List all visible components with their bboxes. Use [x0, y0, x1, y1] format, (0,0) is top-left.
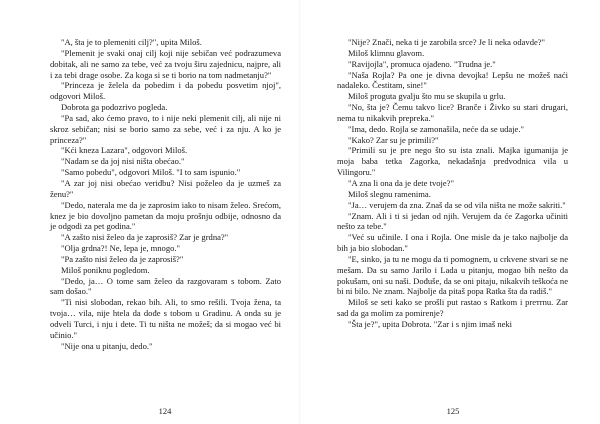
page-number-left: 124	[158, 406, 172, 416]
paragraph: "A zar joj nisi obećao veridbu? Nisi poželeo da je uzmeš za ženu?"	[50, 177, 281, 199]
paragraph: "Naša Rojla? Pa one je divna devojka! Lepšu ne možeš naći nadaleko. Čestitam, sine!"	[337, 69, 568, 91]
paragraph: "Ti nisi slobodan, rekao bih. Ali, to smo rešili. Tvoja žena, ta tvoja… vila, nije htela da dođe s tobom u Gradinu. A onda su je odveli Turci, i nju i dete. Ti tu ništa ne možeš; da si mogao već bi učinio."	[50, 297, 281, 340]
paragraph: "Nije? Znači, neka ti je zarobila srce? Je li neka odavde?"	[348, 37, 546, 47]
paragraph: "Kako? Zar su je primili?"	[348, 134, 439, 145]
paragraph: "Ima, dedo. Rojla se zamonašila, neće da se udaje."	[348, 123, 524, 134]
paragraph: "Ravijojla", promuca ojađeno. "Trudna je."	[348, 58, 496, 69]
paragraph: "Nadam se da joj nisi ništa obećao."	[61, 156, 185, 167]
paragraph: Miloš klimnu glavom.	[348, 47, 425, 58]
paragraph: "Pa sad, ako ćemo pravo, to i nije neki plemenit cilj, ali nije ni skroz sebičan; nisi se borio samo za sebe, već i za nju. A ko je princeza?"	[50, 112, 281, 145]
paragraph: "Nije ona u pitanju, dedo."	[61, 340, 153, 351]
paragraph: "Kći kneza Lazara", odgovori Miloš.	[61, 145, 188, 156]
paragraph: "Samo pobedu", odgovori Miloš. "I to sam ispunio."	[61, 167, 241, 178]
paragraph: "A, šta je to plemeniti cilj?", upita Miloš.	[61, 37, 202, 47]
paragraph: "Već su učinile. I ona i Rojla. One misle da je tako najbolje da bih ja bio slobodan."	[337, 232, 568, 254]
paragraph: Miloš proguta gvalju što mu se skupila u grlu.	[348, 91, 506, 102]
paragraph: "A zašto nisi želeo da je zaprosiš? Zar je grdna?"	[61, 232, 229, 243]
paragraph: "E, sinko, ja tu ne mogu da ti pomognem, u crkvene stvari se ne mešam. Da su samo Jarilo i Lada u pitanju, mogao bih nešto da pokušam, oni su naši. Dođuše, da se oni pitaju, nikakvih teškoća ne bi ni bilo. Ne znam. Najbolje da pitaš popa Ratka šta da radiš."	[337, 253, 568, 297]
paragraph: "No, šta je? Čemu takvo lice? Branče i Živko su stari drugari, nema tu nikakvih prepreka."	[337, 102, 568, 123]
paragraph: "Šta je?", upita Dobrota. "Zar i s njim imaš neki	[348, 318, 513, 329]
book-gutter	[299, 0, 301, 424]
paragraph: "A zna li ona da je dete tvoje?"	[348, 177, 454, 188]
paragraph: "Dedo, naterala me da je zaprosim iako to nisam želeo. Srećom, knez je bio dovoljno pametan da moju prošnju odbije, odnosno da je odgodi za pet godina."	[50, 199, 281, 232]
paragraph: "Princeza je želela da pobedim i da pobedu posvetim njoj", odgovori Miloš.	[50, 80, 281, 102]
paragraph: "Plemenit je svaki onaj cilj koji nije sebičan već podrazumeva dobitak, ali ne samo za tebe, već za tvoju širu zajednicu, najpre, ali i za tebi drage osobe. Za koga si se ti borio na tom nadmetanju?"	[50, 47, 281, 80]
paragraph: "Dedo, ja… O tome sam želeo da razgovaram s tobom. Zato sam došao."	[50, 275, 281, 297]
paragraph: "Pa zašto nisi želeo da je zaprosiš?"	[61, 253, 184, 264]
paragraph: "Primili su je pre nego što su ista znali. Majka igumanija je moja baba tetka Zagorka, nekadašnja predvodnica vila u Vilingoru."	[337, 145, 568, 178]
paragraph: Dobrota ga podozrivo pogleda.	[61, 102, 168, 113]
paragraph: Miloš se seti kako se prošli put rastao s Ratkom i prетrnu. Zar sad da ga molim za pomirenje?	[337, 297, 568, 319]
paragraph: "Olja grdna?! Ne, lepa je, mnogo."	[61, 243, 180, 254]
paragraph: Miloš slegnu ramenima.	[348, 188, 431, 199]
paragraph: "Znam. Ali i ti si jedan od njih. Verujem da će Zagorka učiniti nešto za tebe."	[337, 210, 568, 232]
right-page	[337, 37, 568, 330]
left-page	[50, 37, 281, 351]
paragraph: Miloš poniknu pogledom.	[61, 264, 150, 275]
paragraph: "Ja… verujem da zna. Znaš da se od vila ništa ne može sakriti."	[348, 199, 566, 210]
page-number-right: 125	[446, 406, 460, 416]
